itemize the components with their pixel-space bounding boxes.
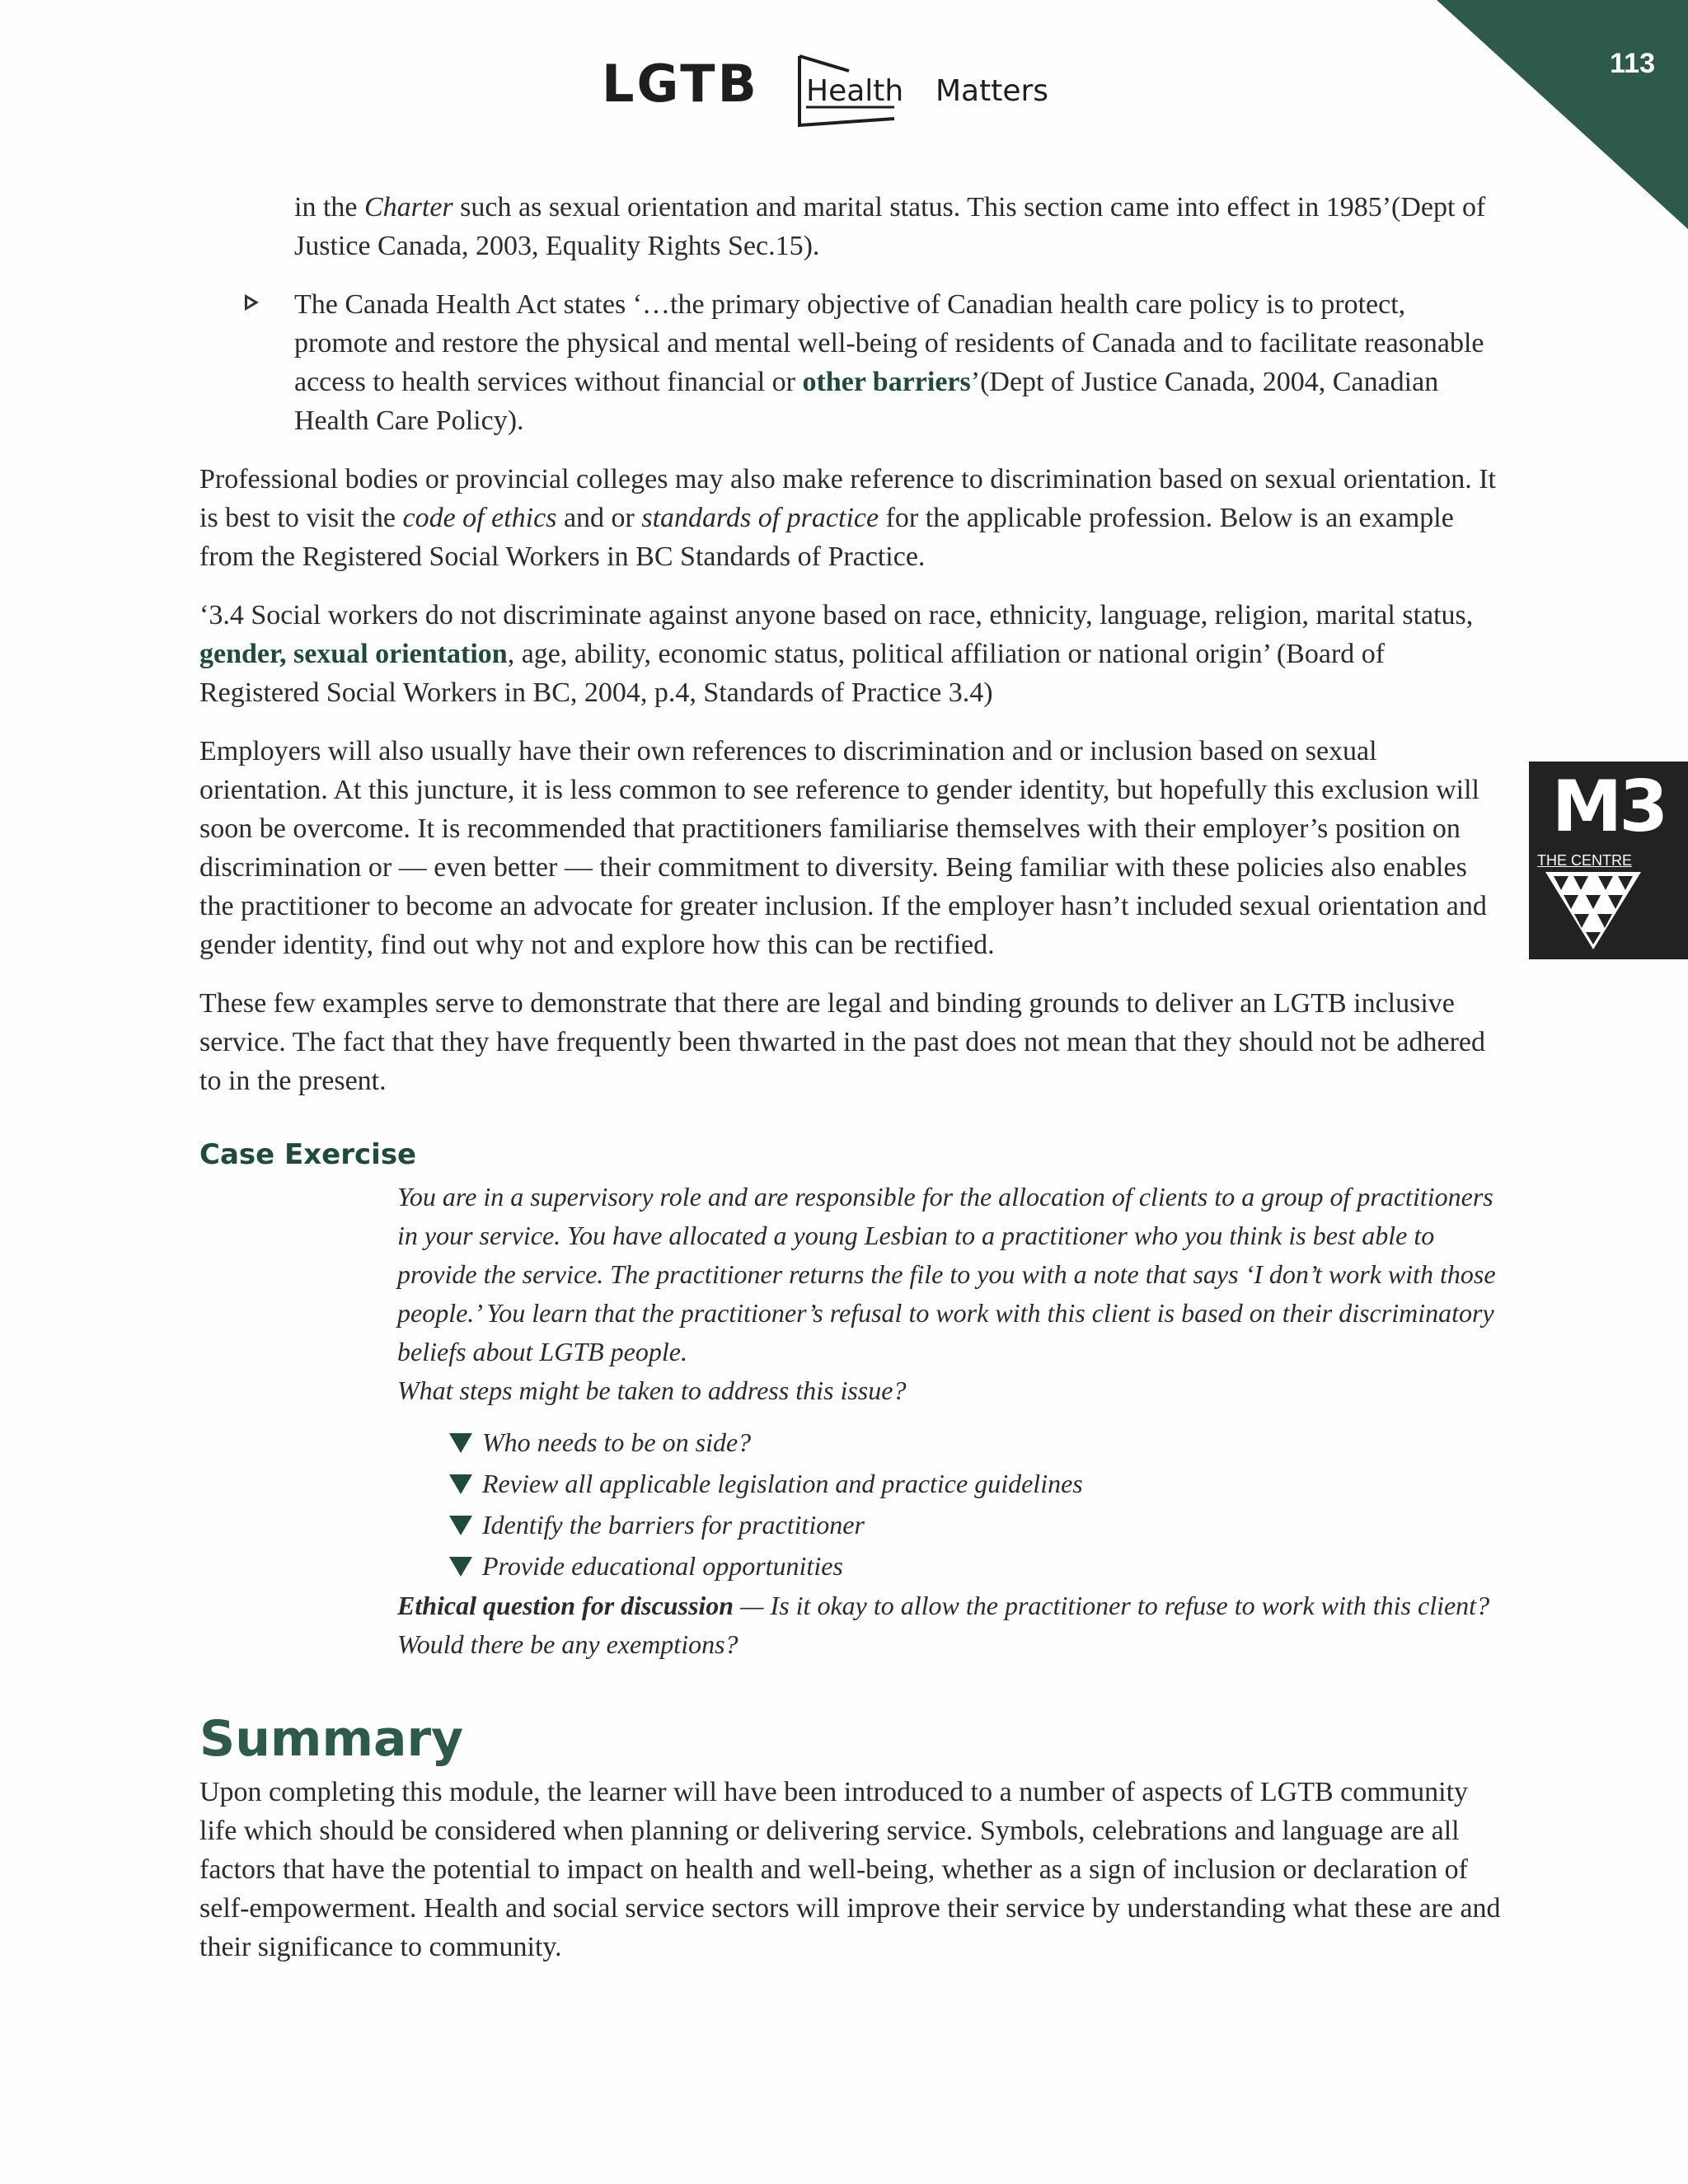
- case-exercise-heading: Case Exercise: [199, 1138, 417, 1171]
- header-logo: [602, 53, 1088, 129]
- logo-matters-text: Matters: [935, 74, 1049, 108]
- triangle-logo-icon: [1544, 869, 1643, 951]
- bullet-triangle-icon: [245, 294, 259, 311]
- case-step: Provide educational opportunities: [449, 1545, 1502, 1586]
- charter-continuation: in the Charter such as sexual orientation and marital status. This section came into effect in 1985’(Dept of Justice Canada, 2003, Equality Rights Sec.15).: [294, 192, 1486, 261]
- logo-lgtb-text: LGTB: [602, 54, 759, 114]
- case-scenario: You are in a supervisory role and are responsible for the allocation of clients to a group of practitioners in your service. You have allocated a young Lesbian to a practitioner who you think is best able to provide the service. The practitioner returns the file to you with a note that says ‘I don’t work with those people.’ You learn that the practitioner’s refusal to work with this client is based on their discriminatory beliefs about LGTB people.: [397, 1182, 1496, 1366]
- professional-bodies-paragraph: Professional bodies or provincial colleges may also make reference to discrimination based on sexual orientation. It is best to visit the code of ethics and or standards of practice for the applicable profession. Below is an example from the Registered Social Workers in BC Standards of Practice.: [199, 464, 1496, 572]
- logo-health-text: Health: [806, 74, 904, 108]
- down-triangle-icon: [449, 1557, 472, 1577]
- employers-paragraph: Employers will also usually have their own references to discrimination and or inclusion based on sexual orientation. At this juncture, it is less common to see reference to gender identity, but hopefully this exclusion will soon be overcome. It is recommended that practitioners familiarise themselves with their employer’s position on discrimination or — even better — their commitment to diversity. Being familiar with these policies also enables the practitioner to become an advocate for greater inclusion. If the employer hasn’t included sexual orientation and gender identity, find out why not and explore how this can be rectified.: [199, 736, 1487, 960]
- down-triangle-icon: [449, 1516, 472, 1535]
- module-subtitle: THE CENTRE: [1537, 852, 1633, 869]
- case-exercise-body: [397, 1178, 1502, 1664]
- health-act-bullet: The Canada Health Act states ‘…the primary objective of Canadian health care policy is to protect, promote and restore the physical and mental well-being of residents of Canada and to facilitate reasonable access to health services without financial or other barriers’(Dept of Justice Canada, 2004, Canadian Health Care Policy).: [294, 285, 1502, 440]
- module-side-tab: [1529, 762, 1688, 959]
- summary-paragraph: Upon completing this module, the learner will have been introduced to a number of aspects of LGTB community life which should be considered when planning or delivering service. Symbols, celebrations and language are all factors that have the potential to impact on health and well-being, whether as a sign of inclusion or declaration of self-empowerment. Health and social service sectors will improve their service by understanding what these are and their significance to community.: [199, 1777, 1501, 1962]
- case-step: Review all applicable legislation and practice guidelines: [449, 1463, 1502, 1504]
- ethical-question: Ethical question for discussion — Is it okay to allow the practitioner to refuse to work with this client? Would there be any exemptions?: [397, 1591, 1490, 1659]
- summary-heading: Summary: [199, 1710, 464, 1768]
- examples-paragraph: These few examples serve to demonstrate that there are legal and binding grounds to deliver an LGTB inclusive service. The fact that they have frequently been thwarted in the past does not mean that they should not be adhered to in the present.: [199, 988, 1485, 1096]
- ethical-label: Ethical question for discussion: [397, 1591, 734, 1620]
- main-content: [199, 188, 1502, 1986]
- down-triangle-icon: [449, 1474, 472, 1494]
- case-step: Identify the barriers for practitioner: [449, 1504, 1502, 1545]
- standards-quote-paragraph: ‘3.4 Social workers do not discriminate against anyone based on race, ethnicity, language, religion, marital status, gender, sexual orientation, age, ability, economic status, political affiliation or national origin’ (Board of Registered Social Workers in BC, 2004, p.4, Standards of Practice 3.4): [199, 600, 1474, 708]
- page-number: 113: [1610, 48, 1655, 79]
- module-code: M3: [1551, 766, 1666, 848]
- case-steps-list: [397, 1422, 1502, 1586]
- case-step: Who needs to be on side?: [449, 1422, 1502, 1463]
- case-question: What steps might be taken to address this issue?: [397, 1376, 907, 1405]
- down-triangle-icon: [449, 1433, 472, 1453]
